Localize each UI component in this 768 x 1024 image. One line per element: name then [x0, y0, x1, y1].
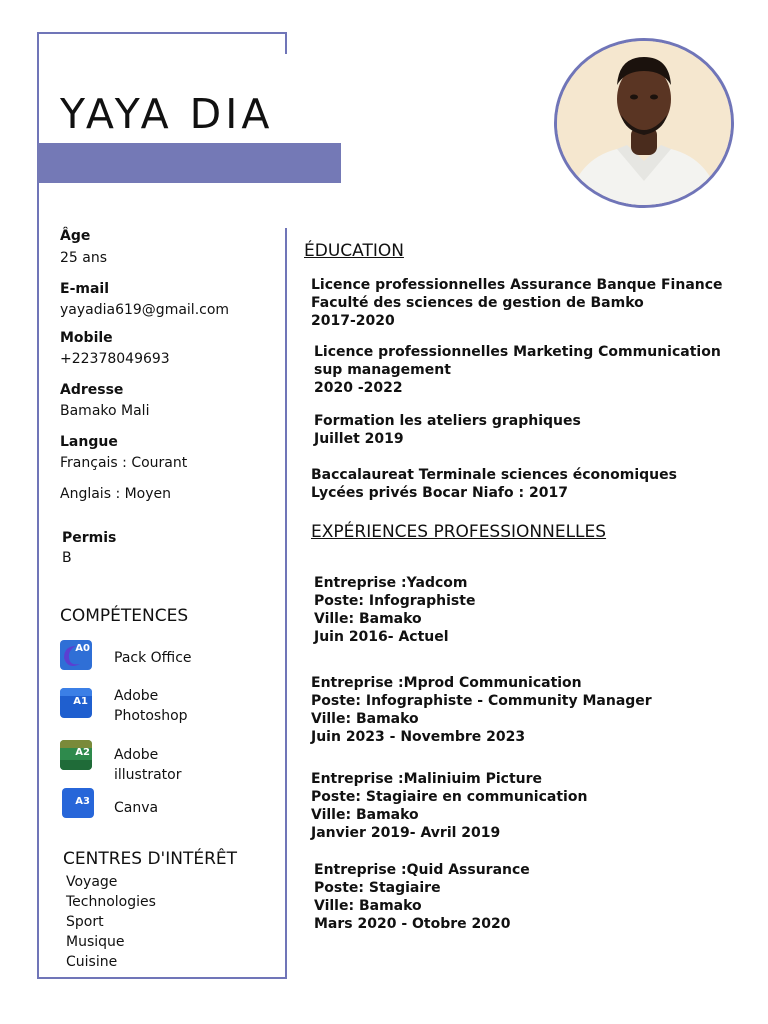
skill-label: Adobe illustrator [114, 747, 182, 783]
list-item: Technologies [66, 894, 156, 910]
mobile-label: Mobile [60, 330, 113, 346]
skills-heading: COMPÉTENCES [60, 606, 189, 626]
email-value: yayadia619@gmail.com [60, 302, 230, 318]
experience-entry: Entreprise :Yadcom Poste: Infographiste Ville: Bamako Juin 2016- Actuel [314, 575, 476, 645]
canva-icon: A3 [62, 788, 94, 818]
resume-name: YAYA DIA [60, 90, 274, 138]
education-entry: Formation les ateliers graphiques Juillet 2019 [314, 413, 581, 447]
frame-top-border [37, 32, 287, 34]
address-label: Adresse [60, 382, 124, 398]
interests-heading: CENTRES D'INTÉRÊT [63, 849, 238, 869]
email-label: E-mail [60, 281, 110, 297]
list-item: Sport [66, 914, 104, 930]
frame-right-border-top [285, 32, 287, 54]
illustrator-icon: A2 [60, 740, 92, 770]
list-item: Voyage [66, 874, 118, 890]
skill-label: Adobe Photoshop [114, 688, 188, 724]
interests-list [66, 872, 156, 972]
experience-entry: Entreprise :Quid Assurance Poste: Stagiaire Ville: Bamako Mars 2020 - Otobre 2020 [314, 862, 530, 932]
experience-entry: Entreprise :Mprod Communication Poste: Infographiste - Community Manager Ville: Bamako Juin 2023 - Novembre 2023 [311, 675, 652, 745]
photoshop-icon: A1 [60, 688, 92, 718]
education-entry: Licence professionnelles Assurance Banque Finance Faculté des sciences de gestion de Bamko 2017-2020 [311, 277, 723, 329]
experience-entry: Entreprise :Maliniuim Picture Poste: Stagiaire en communication Ville: Bamako Janvier 2019- Avril 2019 [311, 771, 588, 841]
education-entry: Licence professionnelles Marketing Communication sup management 2020 -2022 [314, 344, 721, 396]
language-french: Français : Courant [60, 455, 188, 471]
address-value: Bamako Mali [60, 403, 150, 419]
education-heading: ÉDUCATION [304, 241, 404, 261]
office-icon: A0 [60, 640, 92, 670]
list-item: Cuisine [66, 954, 118, 970]
person-avatar-icon [557, 41, 731, 205]
mobile-value: +22378049693 [60, 351, 170, 367]
profile-photo [554, 38, 734, 208]
experience-heading: EXPÉRIENCES PROFESSIONNELLES [311, 522, 607, 542]
age-label: Âge [60, 228, 91, 244]
frame-bottom-border [37, 977, 287, 979]
language-label: Langue [60, 434, 118, 450]
name-accent-bar [37, 143, 341, 183]
age-value: 25 ans [60, 250, 108, 266]
skill-label: Canva [114, 800, 159, 816]
list-item: Musique [66, 934, 125, 950]
skill-label: Pack Office [114, 650, 192, 666]
permit-value: B [62, 550, 72, 566]
frame-right-border [285, 228, 287, 979]
permit-label: Permis [62, 530, 117, 546]
language-english: Anglais : Moyen [60, 486, 172, 502]
education-entry: Baccalaureat Terminale sciences économiques Lycées privés Bocar Niafo : 2017 [311, 467, 677, 501]
